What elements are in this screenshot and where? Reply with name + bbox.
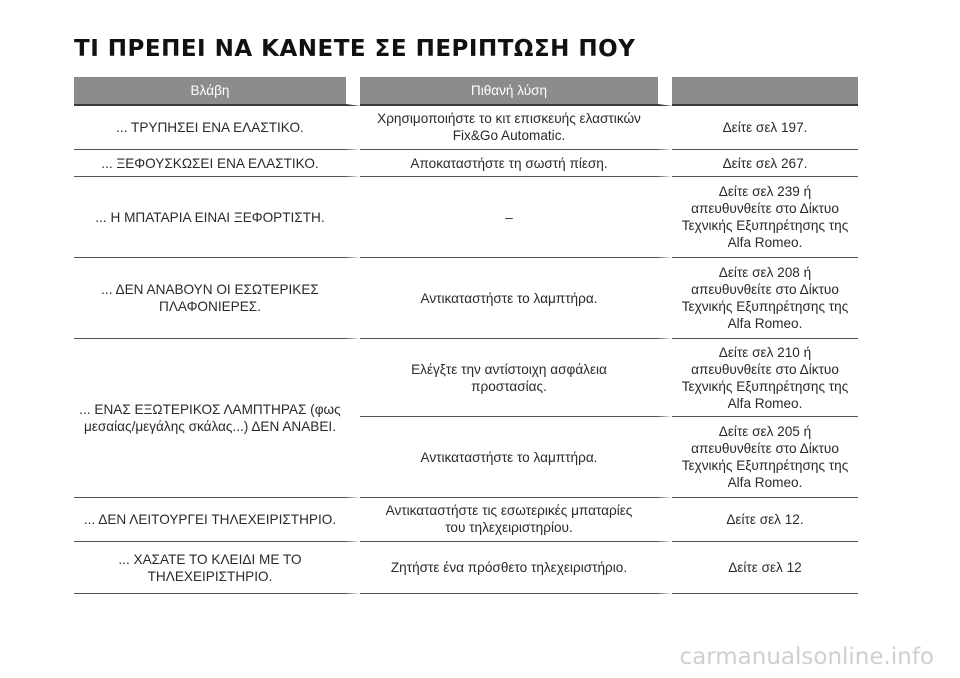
solution-cell [360, 498, 672, 542]
reference-cell [672, 339, 858, 417]
solution-cell [360, 177, 672, 258]
troubleshooting-table [74, 77, 858, 594]
fault-cell [74, 177, 360, 258]
solution-cell [360, 106, 672, 150]
solution-cell [360, 542, 672, 594]
fault-text: ... ΕΝΑΣ ΕΞΩΤΕΡΙΚΟΣ ΛΑΜΠΤΗΡΑΣ (φως [79, 402, 341, 417]
solution-text: Χρησιμοποιήστε το κιτ επισκευής ελαστικών [377, 111, 641, 126]
solution-text: – [505, 209, 513, 225]
solution-cell [360, 339, 672, 417]
table-row [74, 150, 858, 177]
table-row [74, 106, 858, 150]
fault-text: ... ΧΑΣΑΤΕ ΤΟ ΚΛΕΙΔΙ ΜΕ ΤΟ [118, 551, 302, 567]
solution-text: του τηλεχειριστηρίου. [445, 520, 573, 535]
page-title: ΤΙ ΠΡΕΠΕΙ ΝΑ ΚΑΝΕΤΕ ΣΕ ΠΕΡΙΠΤΩΣΗ ΠΟΥ [74, 36, 636, 62]
fault-text: ΤΗΛΕΧΕΙΡΙΣΤΗΡΙΟ. [147, 568, 273, 584]
reference-text: απευθυνθείτε στο Δίκτυο [691, 441, 839, 456]
fault-cell [74, 258, 360, 339]
reference-text: Δείτε σελ 197. [722, 120, 808, 135]
solution-text: Fix&Go Automatic. [452, 128, 566, 143]
reference-text: απευθυνθείτε στο Δίκτυο [691, 361, 839, 377]
reference-text: Alfa Romeo. [727, 235, 803, 250]
reference-text: απευθυνθείτε στο Δίκτυο [691, 201, 839, 216]
fault-text: ... Η ΜΠΑΤΑΡΙΑ ΕΙΝΑΙ ΞΕΦΟΡΤΙΣΤΗ. [95, 209, 325, 225]
reference-text: Δείτε σελ 208 ή [718, 265, 812, 280]
reference-text: Δείτε σελ 12. [726, 512, 804, 527]
reference-text: Τεχνικής Εξυπηρέτησης της [681, 299, 849, 314]
reference-cell [672, 150, 858, 177]
reference-cell [672, 106, 858, 150]
solution-text: Αντικαταστήστε το λαμπτήρα. [420, 449, 598, 465]
header-solution: Πιθανή λύση [360, 77, 672, 106]
reference-text: απευθυνθείτε στο Δίκτυο [691, 282, 839, 297]
solution-cell [360, 417, 672, 498]
fault-cell [74, 339, 360, 498]
fault-text: μεσαίας/μεγάλης σκάλας...) ΔΕΝ ΑΝΑΒΕΙ. [84, 419, 336, 434]
solution-cell [360, 258, 672, 339]
table-row [74, 177, 858, 258]
reference-text: Τεχνικής Εξυπηρέτησης της [681, 378, 849, 394]
solution-cell [360, 150, 672, 177]
fault-text: ... ΔΕΝ ΑΝΑΒΟΥΝ ΟΙ ΕΣΩΤΕΡΙΚΕΣ [101, 282, 319, 297]
fault-text: ΠΛΑΦΟΝΙΕΡΕΣ. [159, 299, 261, 314]
table-row [74, 258, 858, 339]
reference-cell [672, 542, 858, 594]
solution-text: Αποκαταστήστε τη σωστή πίεση. [410, 155, 608, 171]
reference-text: Alfa Romeo. [727, 475, 803, 490]
reference-text: Τεχνικής Εξυπηρέτησης της [681, 458, 849, 473]
solution-text: Ελέγξτε την αντίστοιχη ασφάλεια [411, 361, 607, 377]
fault-cell [74, 106, 360, 150]
reference-text: Τεχνικής Εξυπηρέτησης της [681, 218, 849, 233]
reference-cell [672, 258, 858, 339]
header-reference [672, 77, 858, 106]
fault-cell [74, 498, 360, 542]
reference-text: Δείτε σελ 210 ή [718, 344, 812, 360]
reference-text: Δείτε σελ 12 [728, 560, 802, 575]
fault-text: ... ΤΡΥΠΗΣΕΙ ΕΝΑ ΕΛΑΣΤΙΚΟ. [116, 120, 304, 135]
fault-cell [74, 542, 360, 594]
fault-cell [74, 150, 360, 177]
reference-text: Alfa Romeo. [727, 395, 803, 411]
watermark: carmanualsonline.info [679, 644, 934, 670]
table-row [74, 542, 858, 594]
reference-cell [672, 417, 858, 498]
header-fault: Βλάβη [74, 77, 360, 106]
reference-text: Δείτε σελ 205 ή [718, 424, 812, 439]
reference-text: Alfa Romeo. [727, 316, 803, 331]
reference-cell [672, 498, 858, 542]
table-header-row [74, 77, 858, 106]
fault-text: ... ΔΕΝ ΛΕΙΤΟΥΡΓΕΙ ΤΗΛΕΧΕΙΡΙΣΤΗΡΙΟ. [83, 512, 337, 527]
reference-text: Δείτε σελ 267. [722, 155, 808, 171]
solution-text: προστασίας. [471, 378, 547, 394]
reference-cell [672, 177, 858, 258]
fault-text: ... ΞΕΦΟΥΣΚΩΣΕΙ ΕΝΑ ΕΛΑΣΤΙΚΟ. [101, 155, 319, 171]
solution-text: Αντικαταστήστε τις εσωτερικές μπαταρίες [385, 503, 633, 518]
table-row [74, 339, 858, 417]
table-row [74, 498, 858, 542]
solution-text: Ζητήστε ένα πρόσθετο τηλεχειριστήριο. [390, 560, 628, 575]
solution-text: Αντικαταστήστε το λαμπτήρα. [420, 290, 598, 306]
reference-text: Δείτε σελ 239 ή [718, 184, 812, 199]
